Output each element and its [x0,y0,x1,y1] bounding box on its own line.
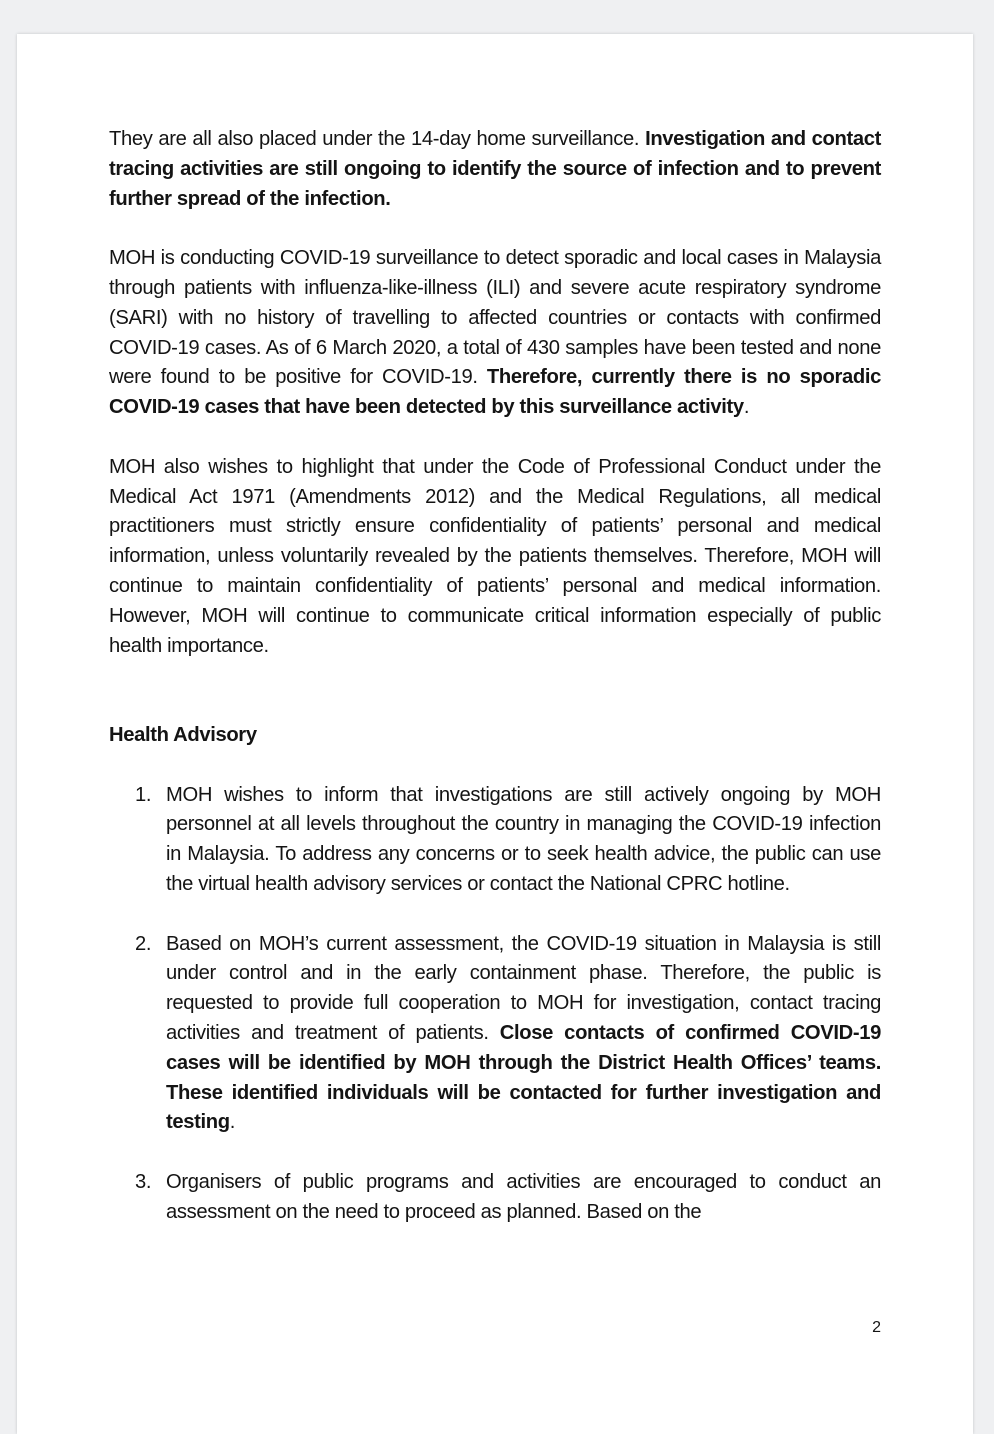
paragraph-home-surveillance [109,125,881,214]
advisory-item-text: Organisers of public programs and activities are encouraged to conduct an assessment on the need to proceed as planned. Based on the [166,1170,881,1223]
advisory-item-number: 1. [135,783,152,806]
health-advisory-list [109,781,881,1228]
advisory-item-text: MOH wishes to inform that investigations are still actively ongoing by MOH personnel at all levels throughout the country in managing the COVID-19 infection in Malaysia. To address any concerns or to seek health advice, the public can use the virtual health advisory services or contact the National CPRC hotline. [166,783,881,895]
page-number: 2 [872,1319,881,1336]
page-content [109,125,881,1257]
section-heading-health-advisory: Health Advisory [109,723,257,746]
paragraph-covid-surveillance [109,244,881,423]
paragraph-bold-text: Therefore, currently there is no sporadic COVID-19 cases that have been detected by this surveillance activity [109,366,881,419]
advisory-item-bold-text: Close contacts of confirmed COVID-19 cases will be identified by MOH through the District Health Offices’ teams. These identified individuals will be contacted for further investigation and testing [166,1021,881,1134]
advisory-item-number: 2. [135,932,152,955]
advisory-item [109,1168,881,1228]
advisory-item-tail: . [229,1111,235,1134]
advisory-item [109,930,881,1139]
paragraph-text: They are all also placed under the 14-day home surveillance. [109,128,646,150]
paragraph-tail: . [743,396,750,419]
advisory-item-text: Based on MOH’s current assessment, the COVID-19 situation in Malaysia is still under control and in the early containment phase. Therefore, the public is requested to provide full cooperation to MOH for investigation, contact tracing activities and treatment of patients. [166,932,881,1044]
document-page [17,34,973,1434]
paragraph-bold-text: Investigation and contact tracing activities are still ongoing to identify the source of infection and to prevent further spread of the infection. [109,128,881,210]
paragraph-text: MOH is conducting COVID-19 surveillance to detect sporadic and local cases in Malaysia through patients with influenza-like-illness (ILI) and severe acute respiratory syndrome (SARI) with no history of travelling to affected countries or contacts with confirmed COVID-19 cases. As of 6 March 2020, a total of 430 samples have been tested and none were found to be positive for COVID-19. [109,247,881,389]
paragraph-confidentiality: MOH also wishes to highlight that under the Code of Professional Conduct under the Medical Act 1971 (Amendments 2012) and the Medical Regulations, all medical practitioners must strictly ensure confidentiality of patients’ personal and medical information, unless voluntarily revealed by the patients themselves. Therefore, MOH will continue to maintain confidentiality of patients’ personal and medical information. However, MOH will continue to communicate critical information especially of public health importance. [109,455,881,657]
advisory-item [109,781,881,900]
advisory-item-number: 3. [135,1170,152,1193]
